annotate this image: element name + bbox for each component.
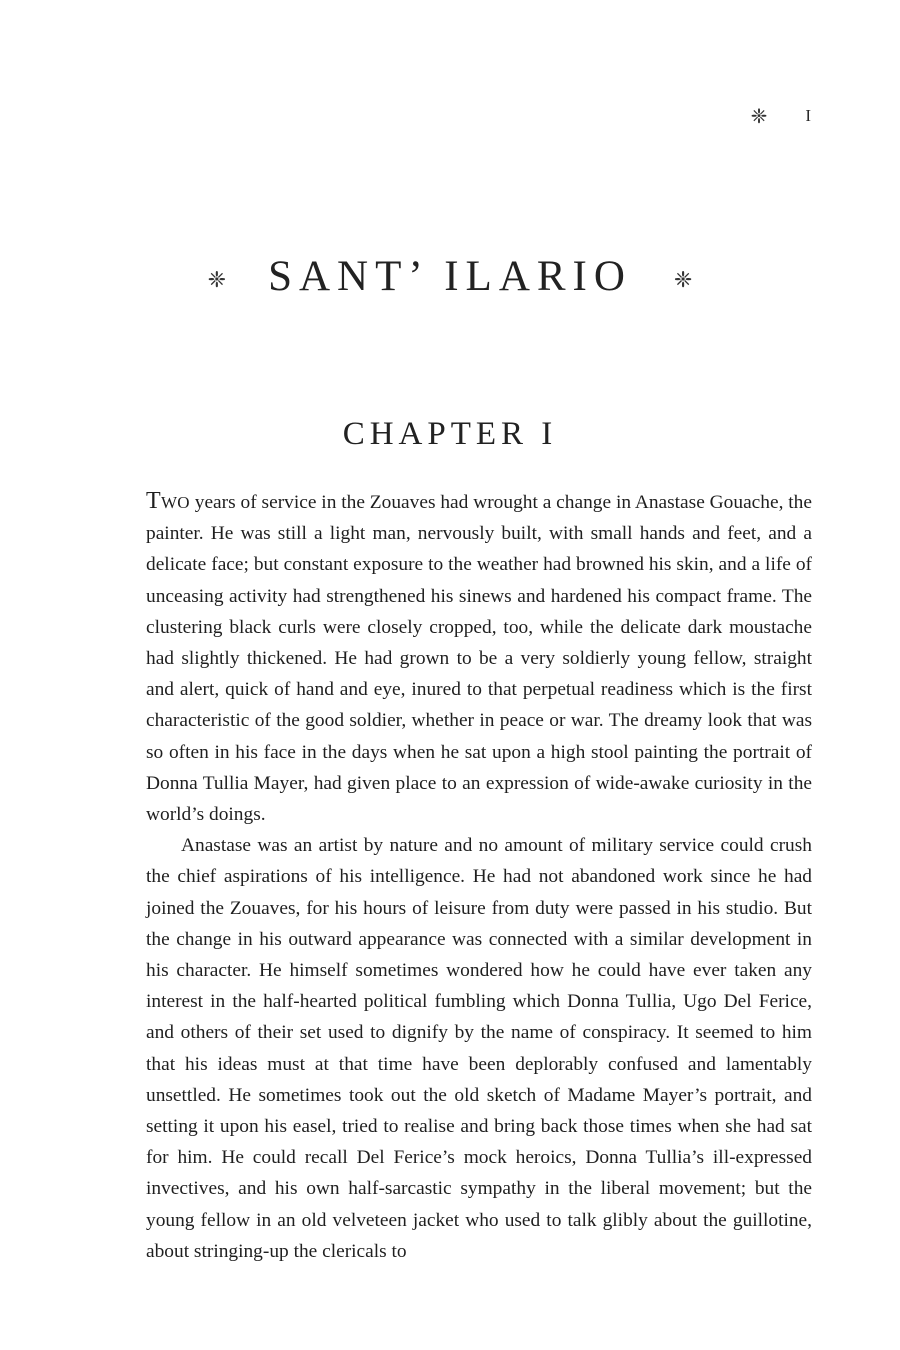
paragraph-1 (146, 486, 812, 830)
body-text (146, 486, 812, 1267)
page-number: I (805, 106, 812, 125)
fleuron-right-icon: ❈ (673, 267, 693, 293)
book-title-row (0, 252, 900, 301)
paragraph-2: Anastase was an artist by nature and no amount of military service could crush the chief aspirations of his intelligence. He had not abandoned work since he had joined the Zouaves, for his hours of leisure from duty were passed in his studio. But the change in his outward appearance was connected with a similar development in his character. He himself sometimes wondered how he could have ever taken any interest in the half-hearted political fumbling which Donna Tullia, Ugo Del Ferice, and others of their set used to dignify by the name of conspiracy. It seemed to him that his ideas must at that time have been deplorably confused and lamentably unsettled. He sometimes took out the old sketch of Madame Mayer’s portrait, and setting it upon his easel, tried to realise and bring back those times when she had sat for him. He could recall Del Ferice’s mock heroics, Donna Tullia’s ill-expressed invectives, and his own half-sarcastic sympathy in the liberal movement; but the young fellow in an old velveteen jacket who used to talk glibly about the guillotine, about stringing-up the clericals to (146, 835, 812, 1262)
paragraph-1-text: years of service in the Zouaves had wrought a change in Anastase Gouache, the painter. He was still a light man, nervously built, with small hands and feet, and a delicate face; but constant exposure to the weather had browned his skin, and a life of unceasing activity had strengthened his sinews and hardened his compact frame. The clustering black curls were closely cropped, too, while the delicate dark moustache had slightly thickened. He had grown to be a very soldierly young fellow, straight and alert, quick of hand and eye, inured to that perpetual readiness which is the first characteristic of the good soldier, whether in peace or war. The dreamy look that was so often in his face in the days when he sat upon a high stool painting the portrait of Donna Tullia Mayer, had given place to an expression of wide-awake curiosity in the world’s doings. (146, 492, 812, 826)
running-head (751, 106, 812, 126)
fleuron-left-icon: ❈ (207, 267, 227, 293)
chapter-heading: CHAPTER I (342, 416, 558, 452)
book-title: SANT’ ILARIO (268, 253, 632, 300)
fleuron-ornament-icon: ❈ (750, 104, 768, 128)
opening-word: Two (146, 488, 190, 514)
